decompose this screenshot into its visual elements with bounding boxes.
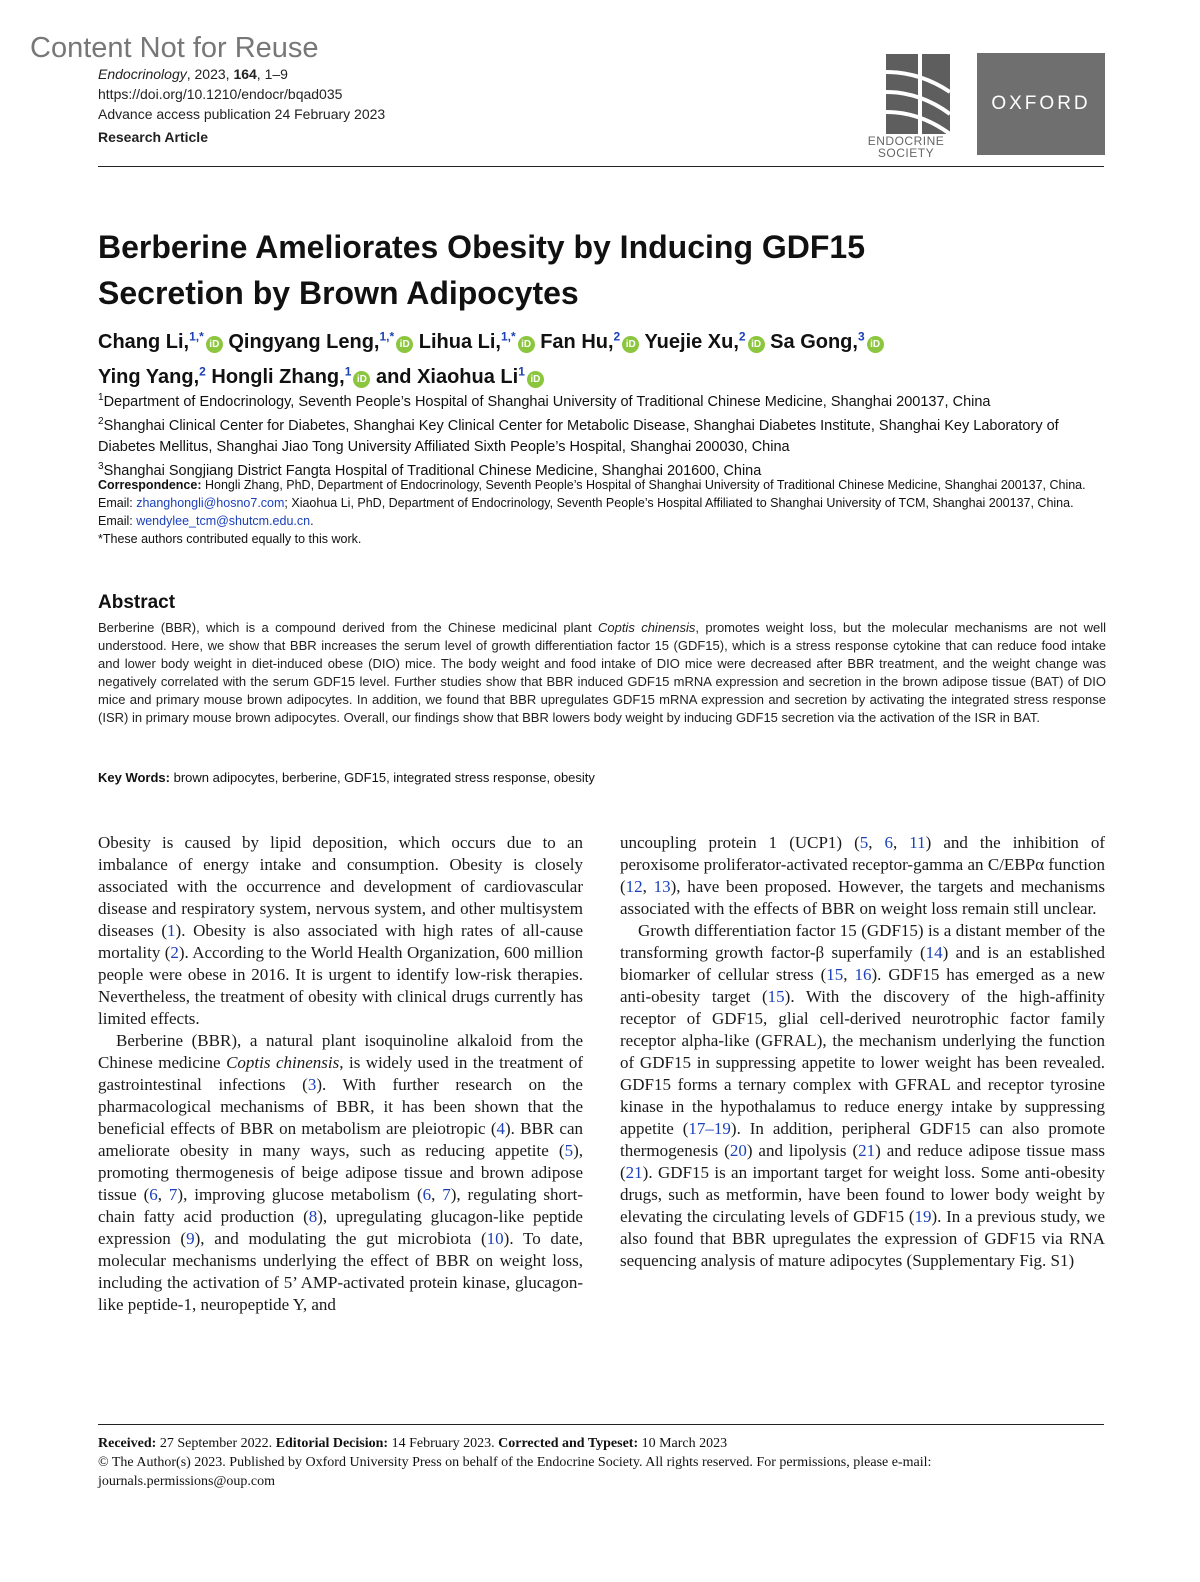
endocrine-word: ENDOCRINE bbox=[867, 134, 945, 148]
article-type: Research Article bbox=[98, 129, 208, 145]
author[interactable]: Ying Yang,$^2$ bbox=[98, 364, 206, 389]
abstract-text: Berberine (BBR), which is a compound derived from the Chinese medicinal plant Coptis chinensis, promotes weight loss, but the molecular mechanisms are not well understood. Here, we show that BBR increases the serum level of growth differentiation factor 15 (GDF15), which is a stress response cytokine that can reduce food intake and lower body weight in diet-induced obese (DIO) mice. The body weight and food intake of DIO mice were decreased after BBR treatment, and the weight change was negatively correlated with the serum GDF15 level. Further studies show that BBR induced GDF15 mRNA expression and secretion in the brown adipose tissue (BAT) of DIO mice and primary mouse brown adipocytes. In addition, we found that BBR upregulates GDF15 mRNA expression and secretion by activating the integrated stress response (ISR) in primary mouse brown adipocytes. Overall, our findings show that BBR lowers body weight by inducing GDF15 secretion via the activation of the ISR in BAT. bbox=[98, 620, 1106, 725]
orcid-icon[interactable]: iD bbox=[518, 336, 535, 353]
header-rule bbox=[98, 166, 1104, 167]
citation-link[interactable]: 1 bbox=[167, 921, 176, 940]
author[interactable]: Yuejie Xu,$^2$iD bbox=[644, 331, 764, 353]
citation-link[interactable]: 10 bbox=[486, 1229, 504, 1248]
orcid-icon[interactable]: iD bbox=[527, 371, 544, 388]
citation-link[interactable]: 12 bbox=[625, 877, 643, 896]
keywords-label: Key Words: bbox=[98, 770, 170, 785]
author[interactable]: and Xiaohua Li$^1$iD bbox=[376, 366, 544, 388]
citation-link[interactable]: 6 bbox=[884, 833, 894, 852]
citation-link[interactable]: 6 bbox=[149, 1185, 158, 1204]
email-link[interactable]: wendylee_tcm@shutcm.edu.cn bbox=[136, 514, 311, 528]
journal-meta bbox=[98, 64, 385, 147]
affiliation: $^3$Shanghai Songjiang District Fangta Hospital of Traditional Chinese Medicine, Shanghai 201600, China bbox=[98, 461, 762, 479]
author-list bbox=[98, 321, 1108, 392]
author[interactable]: Qingyang Leng,$^{1,*}$iD bbox=[228, 331, 413, 353]
journal-pages: , 1–9 bbox=[256, 66, 288, 82]
title-line-1: Berberine Ameliorates Obesity by Inducing GDF15 bbox=[98, 229, 866, 265]
body-column-left bbox=[98, 832, 583, 1316]
citation-link[interactable]: 15 bbox=[826, 965, 844, 984]
correspondence: Correspondence: Hongli Zhang, PhD, Department of Endocrinology, Seventh People’s Hospital of Shanghai University of Traditional Chinese Medicine, Shanghai 200137, China. Email: zhanghongli@hosno7.com; Xiaohua Li, PhD, Department of Endocrinology, Seventh People’s Hospital Affiliated to Shanghai University of TCM, Shanghai 200137, China. Email: wendylee_tcm@shutcm.edu.cn. *These authors contributed equally to this work. bbox=[98, 476, 1108, 548]
citation-link[interactable]: 11 bbox=[909, 833, 926, 852]
keywords bbox=[98, 770, 595, 785]
orcid-icon[interactable]: iD bbox=[867, 336, 884, 353]
journal-name: Endocrinology bbox=[98, 66, 187, 82]
author[interactable]: Sa Gong,$^3$iD bbox=[770, 331, 883, 353]
affiliations bbox=[98, 388, 1108, 481]
citation-link[interactable]: 19 bbox=[914, 1207, 932, 1226]
citation-link[interactable]: 3 bbox=[307, 1075, 317, 1094]
equal-contribution-note: *These authors contributed equally to this work. bbox=[98, 532, 362, 546]
citation-line bbox=[98, 64, 385, 84]
author[interactable]: Hongli Zhang,$^1$iD bbox=[211, 366, 370, 388]
citation-link[interactable]: 16 bbox=[854, 965, 872, 984]
citation-link[interactable]: 5 bbox=[564, 1141, 574, 1160]
citation-link[interactable]: 20 bbox=[729, 1141, 747, 1160]
paragraph: Growth differentiation factor 15 (GDF15) is a distant member of the transforming growth factor-β superfamily (14) and is an established biomarker of cellular stress (15, 16). GDF15 has emerged as a new anti-obesity target (15). With the discovery of the high-affinity receptor of GDF15, glial cell-derived neurotrophic factor family receptor alpha-like (GFRAL), the mechanism underlying the function of GDF15 in suppressing appetite to lower weight has been revealed. GDF15 forms a ternary complex with GFRAL and receptor tyrosine kinase in the hypothalamus to reduce energy intake by suppressing appetite (17–19). In addition, peripheral GDF15 can also promote thermogenesis (20) and lipolysis (21) and reduce adipose tissue mass (21). GDF15 is an important target for weight loss. Some anti-obesity drugs, such as metformin, have been found to lower body weight by elevating the circulating levels of GDF15 (19). In a previous study, we also found that BBR upregulates the expression of GDF15 via RNA sequencing analysis of mature adipocytes (Supplementary Fig. S1) bbox=[620, 921, 1106, 1270]
orcid-icon[interactable]: iD bbox=[206, 336, 223, 353]
paragraph: Obesity is caused by lipid deposition, which occurs due to an imbalance of energy intake and consumption. Obesity is closely associated with the occurrence and development of cardiovascular disease and respiratory system, nervous system, and other multisystem diseases (1). Obesity is also associated with high rates of all-cause mortality (2). According to the World Health Organization, 600 million people were obese in 2016. It is urgent to identify low-risk therapies. Nevertheless, the treatment of obesity with clinical drugs currently has limited effects. bbox=[98, 833, 584, 1028]
email-link[interactable]: zhanghongli@hosno7.com bbox=[136, 496, 285, 510]
journal-year: , 2023, bbox=[186, 66, 234, 82]
citation-link[interactable]: 7 bbox=[442, 1185, 451, 1204]
citation-link[interactable]: 13 bbox=[653, 877, 671, 896]
orcid-icon[interactable]: iD bbox=[748, 336, 765, 353]
orcid-icon[interactable]: iD bbox=[353, 371, 370, 388]
orcid-icon[interactable]: iD bbox=[622, 336, 639, 353]
citation-link[interactable]: 8 bbox=[308, 1207, 318, 1226]
citation-link[interactable]: 14 bbox=[925, 943, 943, 962]
footer-rule bbox=[98, 1424, 1104, 1425]
citation-link[interactable]: 17–19 bbox=[688, 1119, 731, 1138]
endocrine-society-wordmark bbox=[858, 135, 954, 159]
doi-link[interactable]: https://doi.org/10.1210/endocr/bqad035 bbox=[98, 86, 343, 102]
dates-line: Received: 27 September 2022. Editorial Decision: 14 February 2023. Corrected and Typeset: 10 March 2023 bbox=[98, 1436, 728, 1451]
footer-notes bbox=[98, 1434, 1106, 1491]
watermark: Content Not for Reuse bbox=[30, 32, 319, 64]
citation-link[interactable]: 2 bbox=[170, 943, 179, 962]
title-line-2: Secretion by Brown Adipocytes bbox=[98, 275, 579, 311]
society-word: SOCIETY bbox=[877, 146, 935, 160]
abstract-heading: Abstract bbox=[98, 592, 176, 613]
citation-link[interactable]: 9 bbox=[186, 1229, 195, 1248]
citation-link[interactable]: 21 bbox=[858, 1141, 876, 1160]
citation-link[interactable]: 4 bbox=[496, 1119, 505, 1138]
article-title bbox=[98, 224, 1108, 316]
journal-volume: 164 bbox=[233, 66, 257, 82]
keywords-list: brown adipocytes, berberine, GDF15, integrated stress response, obesity bbox=[173, 770, 595, 785]
citation-link[interactable]: 6 bbox=[422, 1185, 432, 1204]
correspondence-label: Correspondence: bbox=[98, 478, 202, 492]
author[interactable]: Fan Hu,$^2$iD bbox=[540, 331, 639, 353]
advance-access: Advance access publication 24 February 2023 bbox=[98, 106, 386, 122]
author[interactable]: Chang Li,$^{1,*}$iD bbox=[98, 331, 223, 353]
orcid-icon[interactable]: iD bbox=[396, 336, 413, 353]
citation-link[interactable]: 15 bbox=[767, 987, 785, 1006]
author[interactable]: Lihua Li,$^{1,*}$iD bbox=[419, 331, 535, 353]
citation-link[interactable]: 21 bbox=[625, 1163, 643, 1182]
affiliation: $^2$Shanghai Clinical Center for Diabetes, Shanghai Key Clinical Center for Metabolic Disease, Shanghai Diabetes Institute, Shanghai Key Laboratory of Diabetes Mellitus, Shanghai Jiao Tong University Affiliated Sixth People’s Hospital, Shanghai 200030, China bbox=[98, 416, 1059, 455]
body-column-right bbox=[620, 832, 1105, 1272]
citation-link[interactable]: 7 bbox=[168, 1185, 178, 1204]
oxford-logo: OXFORD bbox=[977, 53, 1105, 155]
affiliation: $^1$Department of Endocrinology, Seventh People’s Hospital of Shanghai University of Traditional Chinese Medicine, Shanghai 200137, China bbox=[98, 392, 991, 410]
paragraph: uncoupling protein 1 (UCP1) (5, 6, 11) and the inhibition of peroxisome proliferator-activated receptor-gamma an C/EBPα function (12, 13), have been proposed. However, the targets and mechanisms associated with the effects of BBR on weight loss remain still unclear. bbox=[620, 833, 1105, 918]
citation-link[interactable]: 5 bbox=[859, 833, 869, 852]
paragraph: Berberine (BBR), a natural plant isoquinoline alkaloid from the Chinese medicine Coptis chinensis, is widely used in the treatment of gastrointestinal infections (3). With further research on the pharmacological mechanisms of BBR, it has been shown that the beneficial effects of BBR on metabolism are pleiotropic (4). BBR can ameliorate obesity in many ways, such as reducing appetite (5), promoting thermogenesis of beige adipose tissue and brown adipose tissue (6, 7), improving glucose metabolism (6, 7), regulating short-chain fatty acid production (8), upregulating glucagon-like peptide expression (9), and modulating the gut microbiota (10). To date, molecular mechanisms underlying the effect of BBR on weight loss, including the activation of 5’ AMP-activated protein kinase, glucagon-like peptide-1, neuropeptide Y, and bbox=[98, 1031, 584, 1314]
copyright: © The Author(s) 2023. Published by Oxford University Press on behalf of the Endocrine Society. All rights reserved. For permissions, please e-mail: journals.permissions@oup.com bbox=[98, 1455, 932, 1489]
